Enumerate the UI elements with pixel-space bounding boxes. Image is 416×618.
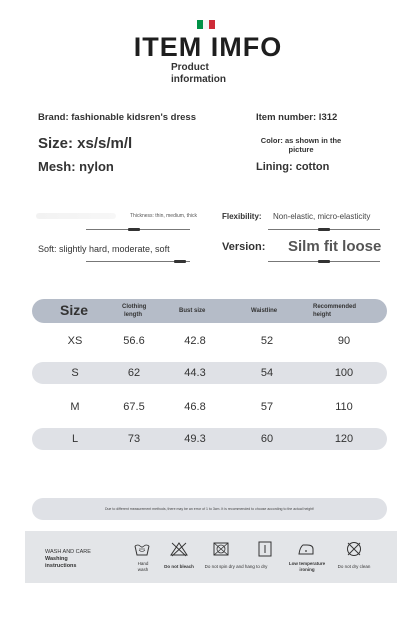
header-clothing-length-1: Clothing — [122, 304, 147, 310]
table-row-m — [32, 396, 387, 418]
size-table-header — [32, 299, 387, 323]
cell-bust: 46.8 — [184, 401, 206, 413]
cell-height: 120 — [334, 433, 354, 445]
table-row-xs — [32, 330, 387, 352]
cell-bust: 44.3 — [184, 367, 206, 379]
cell-size: L — [71, 433, 79, 445]
size-text: Size: xs/s/m/l — [38, 135, 133, 152]
cell-size: M — [70, 401, 80, 413]
cell-waist: 54 — [260, 367, 274, 379]
softness-text: Soft: slightly hard, moderate, soft — [38, 244, 170, 254]
no-spin-dry-label: Do not spin dry and hang to dry — [204, 564, 268, 569]
no-dry-clean-icon — [345, 541, 363, 557]
cell-length: 56.6 — [123, 335, 145, 347]
flexibility-label: Flexibility: — [222, 212, 262, 221]
cell-size: XS — [67, 335, 83, 347]
header-recommended-1: Recommended — [313, 304, 357, 310]
cell-waist: 57 — [260, 401, 274, 413]
header-waistline: Waistline — [251, 308, 278, 314]
low-temperature-label-2: ironing — [299, 567, 315, 572]
thickness-text: Thickness: thin, medium, thick — [130, 213, 197, 219]
cell-height: 110 — [335, 401, 353, 413]
italy-flag-icon — [197, 20, 215, 29]
hand-wash-label-2: wash — [137, 567, 149, 572]
no-dry-clean-label: Do not dry clean — [337, 564, 371, 569]
hand-wash-label-1: Hand — [137, 561, 149, 566]
washing-panel — [25, 531, 397, 583]
measurement-note: Due to different measurement methods, there may be an error of 1 to 3cm. It is recommended to choose according to the actual height! — [32, 498, 387, 520]
item-number-text: Item number: l312 — [256, 112, 338, 123]
flexibility-scale — [268, 229, 380, 230]
cell-height: 100 — [334, 367, 354, 379]
header-recommended-height — [313, 303, 356, 319]
no-spin-dry-icon — [212, 541, 230, 557]
cell-size: S — [71, 367, 79, 379]
mesh-text: Mesh: nylon — [38, 159, 114, 174]
version-scale — [268, 261, 380, 262]
flexibility-value: Non-elastic, micro-elasticity — [273, 212, 371, 221]
softness-indicator — [174, 260, 186, 263]
flag-red — [209, 20, 215, 29]
color-line-1: Color: as shown in the — [260, 136, 342, 145]
no-bleach-icon — [170, 541, 188, 557]
page-subtitle — [171, 62, 226, 86]
wash-care-line-1: WASH AND CARE — [45, 549, 91, 555]
subtitle-line-2: information — [171, 74, 226, 85]
header-clothing-length-2: length — [124, 312, 142, 318]
subtitle-line-1: Product — [171, 62, 209, 73]
version-label: Version: — [222, 241, 266, 253]
cell-bust: 42.8 — [184, 335, 206, 347]
header-clothing-length — [122, 303, 146, 319]
flexibility-indicator — [318, 228, 330, 231]
table-row-l — [32, 428, 387, 450]
hand-wash-icon — [133, 541, 151, 557]
header-bust-size: Bust size — [179, 308, 206, 314]
low-temperature-label-1: Low temperature — [288, 561, 326, 566]
cell-length: 67.5 — [123, 401, 145, 413]
low-temperature-ironing-icon — [297, 541, 315, 557]
blurred-thickness-label — [36, 213, 116, 219]
thickness-scale — [86, 229, 190, 230]
cell-bust: 49.3 — [184, 433, 206, 445]
version-indicator — [318, 260, 330, 263]
cell-waist: 52 — [260, 335, 274, 347]
cell-waist: 60 — [260, 433, 274, 445]
cell-length: 62 — [127, 367, 141, 379]
table-row-s — [32, 362, 387, 384]
wash-care-title — [45, 549, 91, 570]
cell-length: 73 — [127, 433, 141, 445]
lining-text: Lining: cotton — [256, 161, 330, 173]
softness-scale — [86, 261, 190, 262]
wash-care-line-3: instructions — [45, 563, 77, 569]
color-text — [256, 136, 346, 154]
header-recommended-2: height — [313, 312, 331, 318]
color-line-2: picture — [288, 145, 314, 154]
brand-text: Brand: fashionable kidsren's dress — [38, 112, 197, 123]
cell-height: 90 — [337, 335, 351, 347]
thickness-indicator — [128, 228, 140, 231]
hang-dry-icon — [256, 541, 274, 557]
header-size: Size — [60, 302, 89, 318]
version-value: Silm fit loose — [288, 238, 382, 255]
no-bleach-label: Do not bleach — [164, 564, 194, 569]
page-title: ITEM IMFO — [133, 32, 283, 62]
wash-care-line-2: Washing — [45, 556, 68, 562]
